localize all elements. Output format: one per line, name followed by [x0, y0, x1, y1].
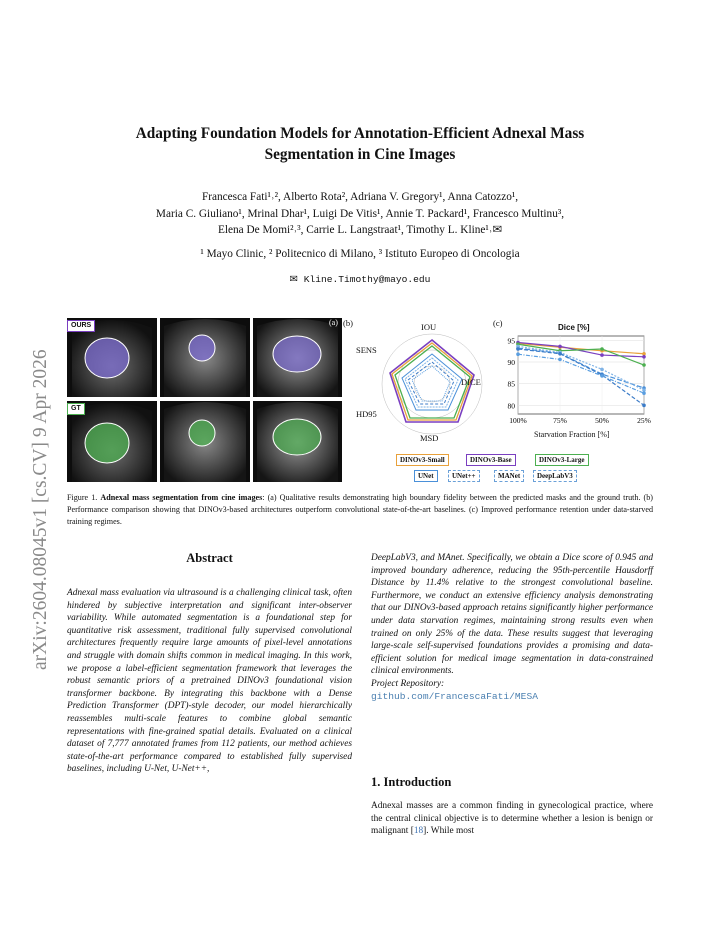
- legend-dinov3-large: DINOv3-Large: [535, 454, 589, 466]
- legend-manet: MANet: [494, 470, 524, 482]
- ours-tag: OURS: [67, 320, 95, 332]
- paper-title: [60, 123, 660, 165]
- radar-axis-dice: DICE: [461, 377, 481, 387]
- legend-dinov3-base: DINOv3-Base: [466, 454, 516, 466]
- x-tick-label: 75%: [553, 416, 567, 425]
- x-tick-label: 25%: [637, 416, 651, 425]
- data-point-manet: [516, 347, 520, 351]
- intro-citation[interactable]: 18: [413, 826, 424, 837]
- x-tick-label: 100%: [509, 416, 527, 425]
- repo-label: Project Repository:: [371, 678, 445, 689]
- data-point-manet: [558, 352, 562, 356]
- chart-xlabel: Starvation Fraction [%]: [534, 430, 610, 439]
- legend-dinov3-small: DINOv3-Small: [396, 454, 449, 466]
- repo-link[interactable]: github.com/FrancescaFati/MESA: [371, 690, 538, 702]
- data-point-dinov3-base: [642, 355, 646, 359]
- data-point-dinov3-base: [558, 345, 562, 349]
- intro-text: [371, 800, 653, 838]
- radar-axis-iou: IOU: [421, 322, 437, 332]
- y-tick-label: 85: [507, 379, 515, 389]
- radar-chart: [350, 318, 490, 448]
- y-tick-label: 90: [507, 358, 515, 367]
- y-tick-label: 95: [507, 336, 515, 346]
- dice-line-chart: [490, 318, 655, 448]
- panel-a-label: (a): [329, 318, 338, 327]
- abstract-heading: Abstract: [186, 551, 233, 565]
- abstract-left-column: Adnexal mass evaluation via ultrasound is a challenging clinical task, often hindered by subjective interpretation and significant inter-observer variability. While automated segmentation is a foundational step for quantitative risk assessment, traditional fully supervised convolutional architectures frequently require large amounts of pixel-level annotations and struggle with domain shifts common in medical imaging. In this work, we propose a label-efficient segmentation framework that leverages the robust semantic priors of a pretrained DINOv3 foundational vision transformer backbone. By integrating this backbone with a Dense Prediction Transformer (DPT)-style decoder, our model hierarchically reassembles multi-scale features to combine global semantic representations with fine-grained spatial details. Evaluated on a clinical dataset of 7,777 annotated frames from 112 patients, our method achieves state-of-the-art performance compared to established fully supervised baselines, including U-Net, U-Net++,: [67, 588, 352, 775]
- caption-fig-label: Figure 1.: [67, 493, 98, 502]
- data-point-dinov3-large: [600, 347, 604, 351]
- radar-axis-msd: MSD: [420, 433, 439, 443]
- caption-rest: : (a) Qualitative results demonstrating high boundary fidelity between the predicted masks and the ground truth. (b) Performance comparison showing that DINOv3-based architectures outperform convolutional state-of-the-art baselines. (c) Improved performance retention under data-starved training regimes.: [67, 493, 653, 526]
- authors-line-2: Maria C. Giuliano¹, Mrinal Dhar¹, Luigi De Vitis¹, Annie T. Packard¹, Francesco Multinu³,: [155, 207, 565, 220]
- ultrasound-ours-2: [160, 318, 250, 397]
- y-tick-label: 80: [507, 401, 515, 411]
- data-point-unet-: [600, 368, 604, 372]
- chart-title: Dice [%]: [558, 323, 590, 332]
- x-tick-label: 50%: [595, 416, 609, 425]
- radar-axis-sens: SENS: [356, 345, 377, 355]
- radar-dinov3-large: [395, 346, 470, 418]
- authors-line-1: Francesca Fati¹˒², Alberto Rota², Adriana V. Gregory¹, Anna Catozzo¹,: [201, 191, 519, 203]
- data-point-deeplabv3: [600, 374, 604, 378]
- email-text: Kline.Timothy@mayo.edu: [303, 274, 431, 285]
- abstract-right-column: [371, 552, 653, 703]
- legend-deeplabv3: DeepLabV3: [533, 470, 577, 482]
- data-point-deeplabv3: [558, 358, 562, 362]
- svg-text:arXiv:2604.08045v1 [cs.CV] 9: arXiv:2604.08045v1 [cs.CV] 9 Apr 2026: [30, 349, 51, 670]
- author-list: [60, 189, 660, 239]
- arxiv-identifier: [6, 260, 66, 680]
- abstract-right-text: DeepLabV3, and MAnet. Specifically, we obtain a Dice score of 0.945 and improved boundary adherence, reducing the 95th-percentile Hausdorff Distance by 11.4% relative to the strongest convolutional baseline. Furthermore, we conduct an extensive efficiency analysis demonstrating that our DINOv3-based approach retains significantly higher performance under data starvation regimes, maintaining strong results even when trained on only 25% of the data. These results suggest that leveraging large-scale self-supervised foundations provides a promising and data-efficient solution for medical image segmentation in data-constrained clinical environments.: [371, 553, 653, 677]
- series-line-deeplabv3: [518, 354, 644, 393]
- ultrasound-gt-2: [160, 401, 250, 482]
- figure-caption: [67, 492, 653, 528]
- ultrasound-ours-3: [253, 318, 342, 397]
- intro-text-a: Adnexal masses are a common finding in gynecological practice, where the central clinical objective is to determine whether a lesion is benign or malignant [: [371, 801, 653, 837]
- legend-unet: UNet: [414, 470, 438, 482]
- intro-text-b: ]. While most: [423, 826, 475, 837]
- title-line-2: Segmentation in Cine Images: [264, 146, 456, 163]
- data-point-deeplabv3: [642, 391, 646, 395]
- panel-c-label: (c): [493, 318, 503, 328]
- caption-bold: Adnexal mass segmentation from cine images: [100, 493, 263, 502]
- data-point-deeplabv3: [516, 352, 520, 356]
- contact-email[interactable]: [60, 274, 660, 285]
- figure-panel-a: [67, 318, 342, 482]
- authors-line-3: Elena De Momi²˒³, Carrie L. Langstraat¹, Timothy L. Kline¹˒✉: [217, 224, 503, 236]
- ultrasound-gt-3: [253, 401, 342, 482]
- intro-heading: 1. Introduction: [371, 775, 452, 789]
- radar-deeplabv3: [412, 366, 450, 401]
- panel-b-label: (b): [343, 318, 353, 328]
- gt-tag: GT: [67, 403, 85, 415]
- data-point-dinov3-large: [642, 363, 646, 367]
- data-point-dinov3-base: [600, 353, 604, 357]
- radar-axis-hd95: HD95: [356, 409, 377, 419]
- title-line-1: Adapting Foundation Models for Annotation-Efficient Adnexal Mass: [135, 125, 585, 142]
- envelope-icon: ✉: [289, 274, 298, 285]
- affiliations: ¹ Mayo Clinic, ² Politecnico di Milano, ³ Istituto Europeo di Oncologia: [200, 248, 520, 260]
- data-point-manet: [642, 404, 646, 408]
- legend-unetpp: UNet++: [448, 470, 480, 482]
